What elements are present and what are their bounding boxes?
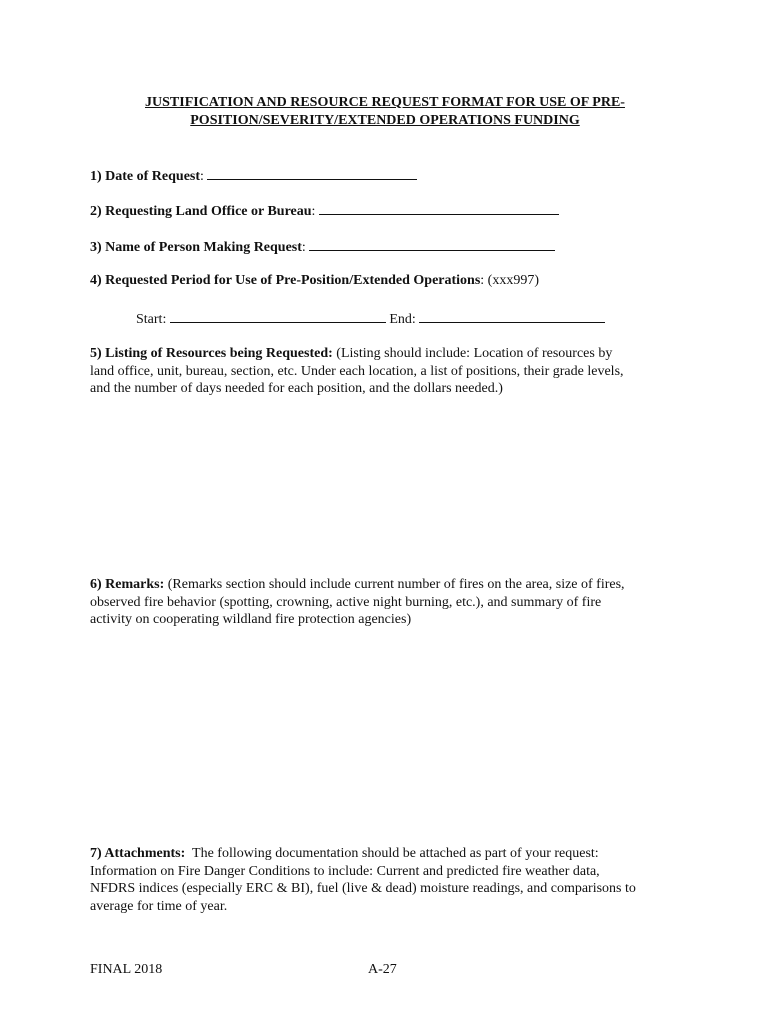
document-title-line-2: POSITION/SEVERITY/EXTENDED OPERATIONS FUNDING	[190, 113, 580, 128]
remarks-line-2: observed fire behavior (spotting, crowning, active night burning, etc.), and summary of fire	[90, 594, 602, 610]
person-name-colon: :	[301, 240, 306, 255]
document-title-line-1: JUSTIFICATION AND RESOURCE REQUEST FORMAT FOR USE OF PRE-	[145, 95, 625, 110]
listing-line-3: and the number of days needed for each position, and the dollars needed.)	[90, 381, 503, 396]
date-of-request-colon: :	[200, 169, 204, 184]
land-office-label: 2) Requesting Land Office or Bureau	[90, 204, 312, 219]
requested-period-suffix: : (xxx997)	[480, 273, 539, 288]
person-name-label: 3) Name of Person Making Request	[90, 240, 302, 255]
listing-line-1	[90, 345, 690, 363]
end-field[interactable]	[419, 310, 605, 323]
attachments-section	[90, 845, 690, 915]
attachments-line-4: average for time of year.	[90, 898, 228, 914]
remarks-line-1	[90, 576, 690, 594]
land-office-colon: :	[311, 204, 316, 219]
land-office-field[interactable]	[319, 202, 559, 215]
end-label: End:	[389, 312, 416, 327]
land-office-row	[90, 202, 559, 220]
listing-text-1: (Listing should include: Location of resources by	[336, 346, 613, 361]
attachments-text-1: The following documentation should be attached as part of your request:	[192, 846, 599, 861]
remarks-text-1: (Remarks section should include current number of fires on the area, size of fires,	[167, 577, 625, 592]
attachments-label: 7) Attachments:	[90, 846, 186, 861]
start-end-row	[136, 310, 605, 328]
person-name-field[interactable]	[309, 238, 555, 251]
footer-page-number: A-27	[368, 962, 397, 977]
date-of-request-row	[90, 167, 417, 185]
remarks-label: 6) Remarks:	[90, 577, 165, 592]
attachments-line-2: Information on Fire Danger Conditions to include: Current and predicted fire weather data,	[90, 863, 600, 879]
requested-period-label: 4) Requested Period for Use of Pre-Position/Extended Operations	[90, 273, 481, 288]
start-field[interactable]	[170, 310, 386, 323]
footer-left: FINAL 2018	[90, 962, 163, 977]
date-of-request-field[interactable]	[207, 167, 417, 180]
date-of-request-label: 1) Date of Request	[90, 169, 201, 184]
listing-line-2: land office, unit, bureau, section, etc. Under each location, a list of positions, their grade levels,	[90, 363, 624, 379]
attachments-line-1	[90, 845, 690, 863]
person-name-row	[90, 238, 555, 256]
start-label: Start:	[136, 312, 167, 327]
requested-period-row	[90, 273, 539, 289]
listing-label: 5) Listing of Resources being Requested:	[90, 346, 333, 361]
remarks-section	[90, 576, 690, 629]
remarks-line-3: activity on cooperating wildland fire protection agencies)	[90, 612, 412, 627]
listing-section	[90, 345, 690, 398]
attachments-line-3: NFDRS indices (especially ERC & BI), fuel (live & dead) moisture readings, and comparisons to	[90, 881, 636, 896]
